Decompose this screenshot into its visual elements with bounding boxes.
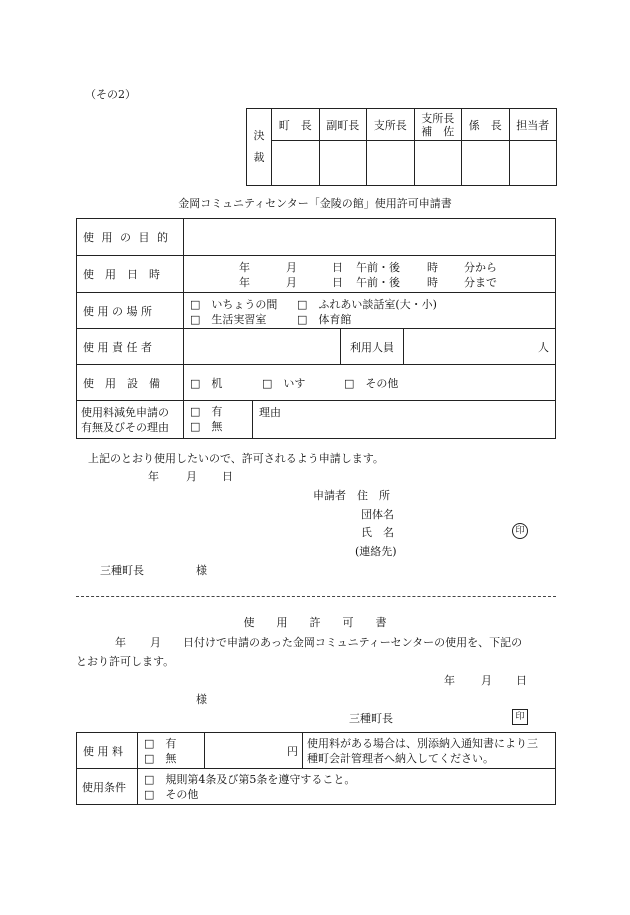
approval-stamp-cell[interactable] <box>462 141 510 186</box>
approval-header-5: 担当者 <box>509 109 557 141</box>
request-statement: 上記のとおり使用したいので、許可されるよう申請します。 <box>88 452 384 465</box>
approval-header-0: 町 長 <box>272 109 320 141</box>
permit-issuer: 三種町長 <box>349 712 393 725</box>
fee-note <box>303 733 556 769</box>
purpose-label: 使 用 の 目 的 <box>83 231 170 244</box>
datetime-ampm: 午前・後 <box>356 276 400 289</box>
request-date-day: 日 <box>222 470 233 483</box>
fee-options <box>138 733 205 769</box>
datetime-label-cell <box>77 256 184 293</box>
place-label-cell <box>77 293 184 329</box>
users-unit: 人 <box>538 340 549 354</box>
reduction-option-yes[interactable]: □ 有 <box>190 405 223 418</box>
permit-month: 月 <box>150 636 161 649</box>
purpose-field[interactable] <box>184 219 556 256</box>
place-option-fureai[interactable]: □ ふれあい談話室(大・小) <box>297 297 437 311</box>
place-field <box>184 293 556 329</box>
purpose-label-cell <box>77 219 184 256</box>
datetime-month: 月 <box>286 261 297 274</box>
fee-option-yes[interactable]: □ 有 <box>144 736 177 750</box>
conditions-label: 使用条件 <box>82 780 126 794</box>
datetime-year: 年 <box>239 276 250 289</box>
fee-option-no[interactable]: □ 無 <box>144 751 177 765</box>
permit-title: 使 用 許 可 書 <box>243 616 387 629</box>
applicant-name-label: 氏 名 <box>361 526 394 539</box>
condition-other[interactable]: □ その他 <box>144 787 199 801</box>
permit-table <box>76 732 556 805</box>
datetime-line-to <box>184 274 555 289</box>
request-date-year: 年 <box>148 470 159 483</box>
cut-line <box>76 596 556 597</box>
reason-label: 理由 <box>259 406 281 419</box>
seal-icon: 印 <box>512 523 528 539</box>
datetime-day: 日 <box>332 276 343 289</box>
person-field[interactable] <box>184 329 341 365</box>
application-table <box>76 218 556 439</box>
equipment-option-chair[interactable]: □ いす <box>262 377 306 390</box>
users-label: 利用人員 <box>341 329 404 365</box>
reduction-option-no[interactable]: □ 無 <box>190 420 223 433</box>
approval-stamp-cell[interactable] <box>509 141 557 186</box>
approval-label-top: 決 <box>253 129 265 142</box>
form-number: （その2） <box>85 88 136 101</box>
datetime-hour: 時 <box>427 276 438 289</box>
place-option-icho[interactable]: □ いちょうの間 <box>190 297 278 311</box>
reason-field[interactable] <box>253 401 555 438</box>
datetime-to: 分まで <box>464 276 497 289</box>
permit-year: 年 <box>115 636 126 649</box>
fee-label-cell <box>77 733 138 769</box>
equipment-label: 使 用 設 備 <box>83 376 160 390</box>
equipment-field <box>184 365 556 401</box>
approval-stamp-cell[interactable] <box>367 141 415 186</box>
datetime-field[interactable] <box>184 256 556 293</box>
addressee-suffix: 様 <box>196 564 207 577</box>
conditions-label-cell <box>77 769 138 805</box>
place-option-seikatsu[interactable]: □ 生活実習室 <box>190 312 267 326</box>
page-title: 金岡コミュニティセンター「金陵の館」使用許可申請書 <box>178 197 452 210</box>
permit-seal <box>512 709 528 725</box>
equipment-option-other[interactable]: □ その他 <box>344 377 399 390</box>
approval-header-1: 副町長 <box>319 109 367 141</box>
datetime-day: 日 <box>332 261 343 274</box>
equipment-label-cell <box>77 365 184 401</box>
place-label: 使 用 の 場 所 <box>83 304 152 318</box>
place-option-taiikukan[interactable]: □ 体育館 <box>297 312 352 326</box>
person-label: 使 用 責 任 者 <box>83 340 152 354</box>
applicant-contact-label: (連絡先) <box>355 545 397 558</box>
reduction-label-2: 有無及びその理由 <box>81 420 169 434</box>
users-field[interactable] <box>404 329 556 365</box>
approval-header-2: 支所長 <box>367 109 415 141</box>
reduction-label-1: 使用料減免申請の <box>81 405 169 419</box>
datetime-month: 月 <box>286 276 297 289</box>
fee-amount-field[interactable] <box>205 733 303 769</box>
applicant-seal <box>512 523 528 539</box>
addressee-name: 三種町長 <box>100 564 144 577</box>
permit-date-month: 月 <box>481 674 492 687</box>
approval-stamp-cell[interactable] <box>272 141 320 186</box>
approval-label-bottom: 裁 <box>253 151 265 164</box>
reduction-options <box>184 401 253 438</box>
approval-stamp-cell[interactable] <box>414 141 462 186</box>
approval-stamp-cell[interactable] <box>319 141 367 186</box>
datetime-year: 年 <box>239 261 250 274</box>
request-date-month: 月 <box>186 470 197 483</box>
person-label-cell <box>77 329 184 365</box>
equipment-option-desk[interactable]: □ 机 <box>190 377 223 390</box>
permit-statement: 日付けで申請のあった金岡コミュニティーセンターの使用を、下記の <box>183 636 523 649</box>
datetime-label: 使 用 日 時 <box>83 268 160 281</box>
fee-note-2: 種町会計管理者へ納入してください。 <box>307 751 494 765</box>
datetime-line-from <box>184 259 555 274</box>
permit-date-year: 年 <box>444 674 455 687</box>
datetime-ampm: 午前・後 <box>356 261 400 274</box>
fee-label: 使 用 料 <box>83 744 123 758</box>
applicant-group-label: 団体名 <box>361 508 394 521</box>
reduction-label-cell <box>77 401 184 439</box>
permit-statement-2: とおり許可します。 <box>76 655 175 668</box>
permit-date-day: 日 <box>516 674 527 687</box>
approval-header-3: 支所長 補 佐 <box>414 109 462 141</box>
approval-header-4: 係 長 <box>462 109 510 141</box>
fee-note-1: 使用料がある場合は、別添納入通知書により三 <box>307 736 538 750</box>
seal-icon: 印 <box>512 709 528 725</box>
datetime-hour: 時 <box>427 261 438 274</box>
conditions-field <box>138 769 556 805</box>
approval-table <box>246 108 557 186</box>
fee-unit: 円 <box>287 744 298 758</box>
reduction-field <box>184 401 556 439</box>
condition-rules[interactable]: □ 規則第4条及び第5条を遵守すること。 <box>144 772 356 786</box>
permit-recipient-suffix: 様 <box>196 693 207 706</box>
datetime-from: 分から <box>464 261 497 274</box>
applicant-address-label: 申請者 住 所 <box>313 489 390 502</box>
approval-label <box>247 109 272 186</box>
